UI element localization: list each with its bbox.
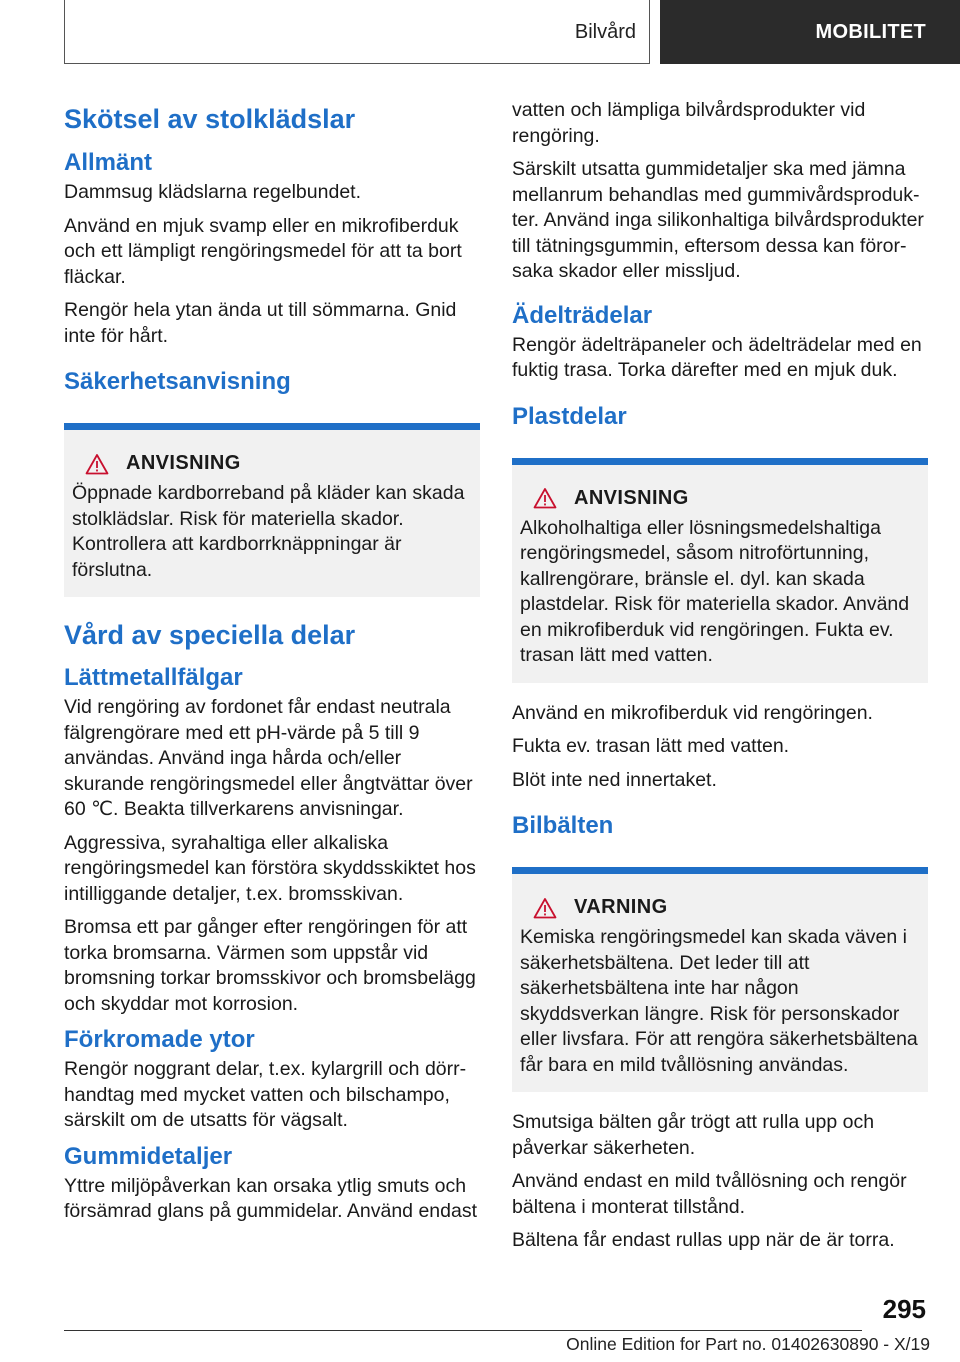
paragraph: Använd en mjuk svamp eller en mikrofiberduk och ett lämpligt rengöringsmedel för att ta bort fläckar.: [64, 214, 462, 288]
heading-safety: Säkerhetsanvisning: [64, 368, 291, 395]
header-chapter-label: MOBILITET: [815, 20, 926, 43]
paragraph: Rengör noggrant delar, t.ex. kylargrill och dörrhandtag med mycket vatten och bilschampo, särskilt om de utsatts för vägsalt.: [64, 1058, 467, 1131]
heading-alloy-wheels: Lättmetallfälgar: [64, 664, 243, 691]
page-title: Skötsel av stolklädslar: [64, 104, 356, 134]
heading-vard: Vård av speciella delar: [64, 620, 356, 650]
paragraph: Använd endast en mild tvållösning och rengör bältena i monterat tillstånd.: [512, 1170, 907, 1218]
paragraph: Fukta ev. trasan lätt med vatten.: [512, 735, 790, 757]
notice-label: ANVISNING: [574, 486, 689, 509]
heading-seatbelts: Bilbälten: [512, 812, 614, 839]
heading-plastic: Plastdelar: [512, 402, 627, 430]
header-section-title: Bilvård: [574, 20, 636, 43]
notice-box: [512, 458, 928, 683]
notice-text: Alkoholhaltiga eller lösningsmedelshaltiga rengöringsmedel, såsom nitroförtunning, kallrengörare, bränsle el. dyl. kan skada plastdelar. Risk för materiella skador. Använd en mikrofiberduk vid rengöringen. Fukta ev. trasan lätt med vatten.: [520, 516, 910, 666]
warning-box: [512, 867, 928, 1092]
paragraph: Vid rengöring av fordonet får endast neutrala fälgrengörare med ett pH-värde på 5 till 9 användas. Använd inga hårda och/eller skurande rengöringsmedel eller ångtvättar över 60 ℃. Beakta tillverkarens anvisningar.: [64, 696, 473, 820]
warning-triangle-icon: [520, 897, 570, 919]
heading-wood: Ädelträdelar: [512, 301, 653, 329]
paragraph: Rengör hela ytan ända ut till sömmarna. Gnid inte för hårt.: [64, 299, 457, 347]
header-chapter-tab: [660, 0, 960, 64]
heading-allmant: Allmänt: [64, 149, 153, 176]
heading-rubber: Gummidetaljer: [64, 1142, 233, 1170]
notice-box: [64, 423, 480, 597]
paragraph: vatten och lämpliga bilvårdsprodukter vid rengöring.: [512, 99, 866, 147]
paragraph: Dammsug klädslarna regelbundet.: [64, 181, 361, 203]
paragraph: Aggressiva, syrahaltiga eller alkaliska rengöringsmedel kan förstöra skyddsskiktet hos intilliggande detaljer, t.ex. bromsskivan.: [64, 831, 476, 905]
paragraph: Bältena får endast rullas upp när de är torra.: [512, 1229, 895, 1251]
heading-chrome: Förkromade ytor: [64, 1026, 255, 1053]
warning-triangle-icon: [72, 453, 122, 475]
notice-label: ANVISNING: [126, 452, 241, 474]
warning-text: Kemiska rengöringsmedel kan skada väven i säkerhetsbältena. Det leder till att säkerhetsbältena inte har någon skyddsverkan längre. Risk för personskador eller livsfara. För att rengöra säkerhetsbältena får bara en mild tvållösning användas.: [520, 926, 918, 1076]
paragraph: Rengör ädelträpaneler och ädelträdelar med en fuktig trasa. Torka därefter med en mjuk duk.: [512, 333, 922, 381]
page-number: 295: [882, 1294, 926, 1324]
paragraph: Använd en mikrofiberduk vid rengöringen.: [512, 701, 873, 724]
right-column: [512, 98, 928, 1262]
paragraph: Smutsiga bälten går trögt att rulla upp och påverkar säkerheten.: [512, 1111, 875, 1159]
footer-edition: Online Edition for Part no. 01402630890 - X/19: [566, 1334, 930, 1354]
paragraph: Yttre miljöpåverkan kan orsaka ytlig smuts och försämrad glans på gummidelar. Använd endast: [64, 1174, 477, 1222]
paragraph: Bromsa ett par gånger efter rengöringen för att torka bromsarna. Värmen som uppstår vid bromsning torkar bromsskivor och bromsbelägg och skyddar mot korrosion.: [64, 916, 476, 1015]
notice-text: Öppnade kardborreband på kläder kan skada stolklädslar. Risk för materiella skador. Kontrollera att kardborrknäppningar är förslutna.: [72, 482, 465, 581]
paragraph: Särskilt utsatta gummidetaljer ska med jämna mellanrum behandlas med gummivårdsprodukter. Använd inga silikonhaltiga bilvårdsprodukter till tätningsgummin, eftersom dessa kan förorsaka skador eller missljud.: [512, 158, 924, 282]
warning-triangle-icon: [520, 487, 570, 509]
footer-divider: [64, 1330, 862, 1331]
left-column: [64, 98, 480, 1233]
warning-label: VARNING: [574, 896, 668, 918]
paragraph: Blöt inte ned innertaket.: [512, 768, 717, 791]
